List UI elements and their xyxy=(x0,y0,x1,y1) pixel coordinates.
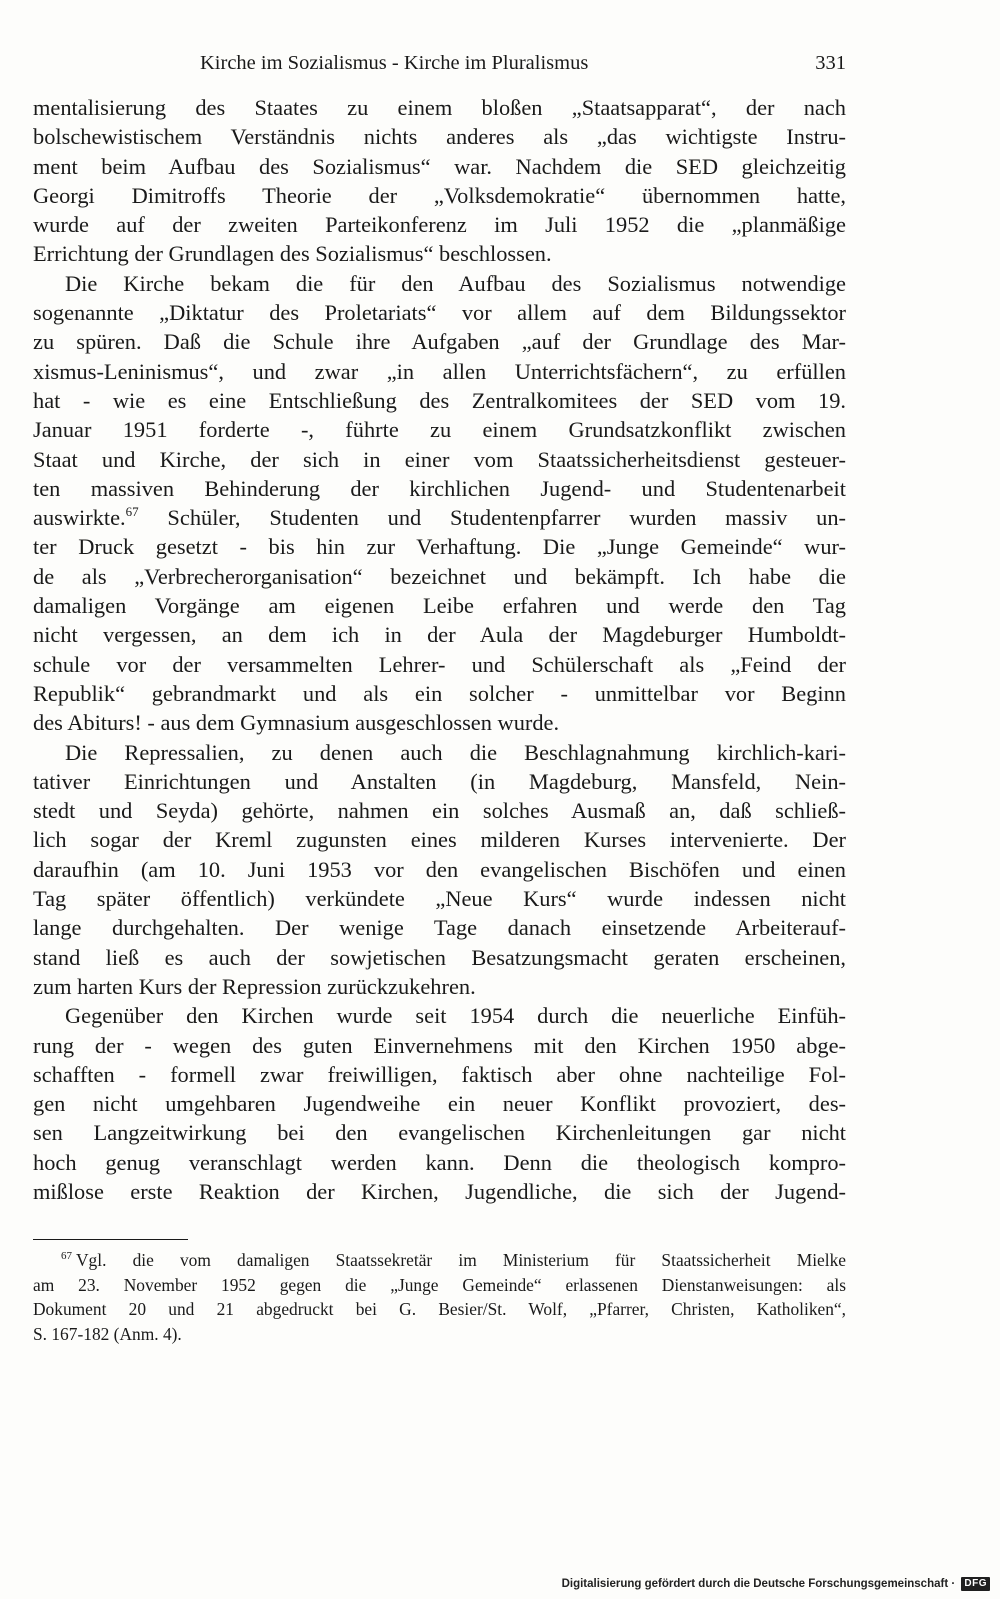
text-line: schule vor der versammelten Lehrer- und Schülerschaft als „Feind der xyxy=(33,651,846,677)
text-line: Errichtung der Grundlagen des Sozialismus“ beschlossen. xyxy=(33,241,552,267)
running-title: Kirche im Sozialismus - Kirche im Pluralismus xyxy=(200,52,589,74)
footnote-line: am 23. November 1952 gegen die „Junge Gemeinde“ erlassenen Dienstanweisungen: als xyxy=(33,1274,846,1295)
text-line: sen Langzeitwirkung bei den evangelischen Kirchenleitungen gar nicht xyxy=(33,1120,846,1146)
credit-text: Digitalisierung gefördert durch die Deutsche Forschungsgemeinschaft · xyxy=(561,1578,956,1590)
footnote-marker: 67 xyxy=(61,1250,72,1262)
text-line: mentalisierung des Staates zu einem bloßen „Staatsapparat“, der nach xyxy=(33,95,846,120)
text-line: stand ließ es auch der sowjetischen Besatzungsmacht geraten erscheinen, xyxy=(33,944,846,970)
text-line: Staat und Kirche, der sich in einer vom Staatssicherheitsdienst gesteuer- xyxy=(33,446,846,472)
text-line: ment beim Aufbau des Sozialismus“ war. Nachdem die SED gleichzeitig xyxy=(33,153,846,179)
text-line: Januar 1951 forderte -, führte zu einem Grundsatzkonflikt zwischen xyxy=(33,417,846,443)
digitization-credit xyxy=(562,1575,990,1593)
text-line: wurde auf der zweiten Parteikonferenz im Juli 1952 die „planmäßige xyxy=(33,212,846,238)
text-line: de als „Verbrecherorganisation“ bezeichnet und bekämpft. Ich habe die xyxy=(33,563,846,589)
text-line: gen nicht umgehbaren Jugendweihe ein neuer Konflikt provoziert, des- xyxy=(33,1091,846,1117)
text-line: zu spüren. Daß die Schule ihre Aufgaben „auf der Grundlage des Mar- xyxy=(33,329,846,355)
footnotes xyxy=(33,1248,846,1346)
main-text xyxy=(33,93,846,1206)
text-line: lich sogar der Kreml zugunsten eines milderen Kurses intervenierte. Der xyxy=(33,827,846,853)
text-line: xismus-Leninismus“, und zwar „in allen Unterrichtsfächern“, zu erfüllen xyxy=(33,358,846,384)
text-line: hat - wie es eine Entschließung des Zentralkomitees der SED vom 19. xyxy=(33,387,846,413)
text-fragment: auswirkte. xyxy=(33,505,126,531)
footnote-line: S. 167-182 (Anm. 4). xyxy=(33,1323,182,1344)
text-line: ten massiven Behinderung der kirchlichen Jugend- und Studentenarbeit xyxy=(33,475,846,501)
footnote-separator xyxy=(33,1239,188,1240)
text-line: damaligen Vorgänge am eigenen Leibe erfahren und werde den Tag xyxy=(33,593,846,619)
text-line: daraufhin (am 10. Juni 1953 vor den evangelischen Bischöfen und einen xyxy=(33,856,846,882)
footnote-line xyxy=(33,1248,846,1273)
text-line: nicht vergessen, an dem ich in der Aula der Magdeburger Humboldt- xyxy=(33,622,846,648)
running-head xyxy=(200,48,846,78)
text-line: tativer Einrichtungen und Anstalten (in Magdeburg, Mansfeld, Nein- xyxy=(33,768,846,794)
text-line: rung der - wegen des guten Einvernehmens mit den Kirchen 1950 abge- xyxy=(33,1032,846,1058)
text-line: mißlose erste Reaktion der Kirchen, Jugendliche, die sich der Jugend- xyxy=(33,1178,846,1204)
footnote-line: Dokument 20 und 21 abgedruckt bei G. Besier/St. Wolf, „Pfarrer, Christen, Katholiken“, xyxy=(33,1299,846,1319)
footnote-text: Vgl. die vom damaligen Staatssekretär im Ministerium für Staatssicherheit Mielke xyxy=(76,1250,846,1270)
text-line: hoch genug veranschlagt werden kann. Denn die theologisch kompro- xyxy=(33,1149,846,1175)
text-line: Die Repressalien, zu denen auch die Beschlagnahmung kirchlich-kari- xyxy=(65,739,846,765)
text-line: lange durchgehalten. Der wenige Tage danach einsetzende Arbeiterauf- xyxy=(33,915,846,941)
dfg-logo: DFG xyxy=(961,1577,990,1591)
text-line: Gegenüber den Kirchen wurde seit 1954 durch die neuerliche Einfüh- xyxy=(65,1003,846,1029)
text-line: Die Kirche bekam die für den Aufbau des Sozialismus notwendige xyxy=(65,270,846,296)
page-number: 331 xyxy=(815,52,846,74)
footnote-reference: 67 xyxy=(125,504,139,520)
text-line: Republik“ gebrandmarkt und als ein solcher - unmittelbar vor Beginn xyxy=(33,680,846,706)
text-line: sogenannte „Diktatur des Proletariats“ vor allem auf dem Bildungssektor xyxy=(33,300,846,326)
text-line: des Abiturs! - aus dem Gymnasium ausgeschlossen wurde. xyxy=(33,710,560,736)
text-line: schafften - formell zwar freiwilligen, faktisch aber ohne nachteilige Fol- xyxy=(33,1061,846,1087)
text-line-with-footnote-ref xyxy=(33,503,846,532)
text-line: bolschewistischem Verständnis nichts anderes als „das wichtigste Instru- xyxy=(33,124,846,150)
text-line: Tag später öffentlich) verkündete „Neue Kurs“ wurde indessen nicht xyxy=(33,886,846,912)
text-line: Georgi Dimitroffs Theorie der „Volksdemokratie“ übernommen hatte, xyxy=(33,182,846,208)
text-fragment: Schüler, Studenten und Studentenpfarrer wurden massiv un- xyxy=(138,505,846,531)
text-line: zum harten Kurs der Repression zurückzukehren. xyxy=(33,973,476,999)
text-line: stedt und Seyda) gehörte, nahmen ein solches Ausmaß an, daß schließ- xyxy=(33,798,846,824)
text-line: ter Druck gesetzt - bis hin zur Verhaftung. Die „Junge Gemeinde“ wur- xyxy=(33,534,846,560)
